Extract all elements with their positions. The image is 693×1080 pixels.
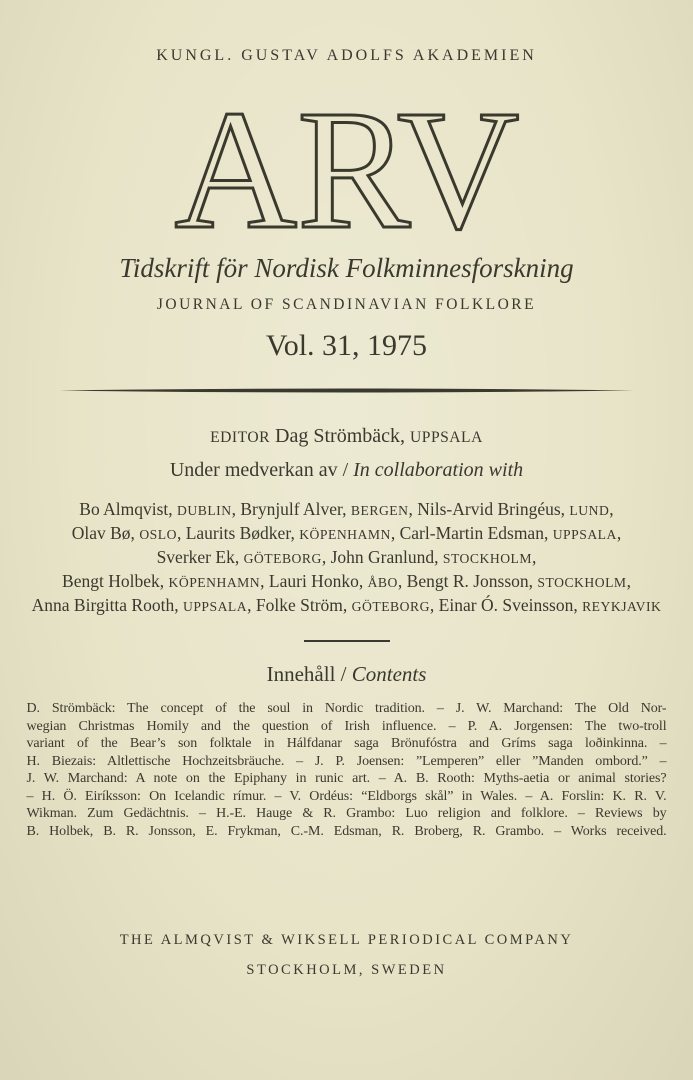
text-segment: , Einar Ó. Sveinsson, [429, 595, 583, 615]
collaborator-line [32, 522, 662, 546]
contents-line: B. Holbek, B. R. Jonsson, E. Frykman, C.-M. Edsman, R. Broberg, R. Grambo. – Works received. [26, 823, 667, 839]
text-segment: Under medverkan av / [169, 459, 354, 481]
smallcaps-text: ÅBO [367, 575, 398, 590]
collaborator-line [32, 546, 662, 570]
contents-line: D. Strömbäck: The concept of the soul in Nordic tradition. – J. W. Marchand: The Old Nor- [26, 701, 667, 716]
publisher-location: STOCKHOLM, SWEDEN [246, 962, 447, 978]
text-segment: Innehåll / [266, 662, 352, 686]
text-segment: , Lauri Honko, [260, 571, 368, 591]
text-segment: , Brynjulf Alver, [231, 499, 351, 519]
collaboration-heading [170, 458, 523, 482]
smallcaps-text: DUBLIN [177, 503, 232, 518]
collaborator-line [32, 570, 662, 594]
swelled-rule [59, 387, 634, 394]
text-segment: , [609, 499, 614, 519]
contents-line: wegian Christmas Homily and the question of Irish influence. – P. A. Jorgensen: The two-troll [26, 718, 667, 734]
text-segment: Bo Almqvist, [79, 499, 178, 519]
subtitle-english: JOURNAL OF SCANDINAVIAN FOLKLORE [156, 296, 537, 313]
editor-line [210, 424, 483, 450]
smallcaps-text: GÖTEBORG [351, 599, 430, 614]
publisher-name: THE ALMQVIST & WIKSELL PERIODICAL COMPANY [119, 932, 574, 948]
smallcaps-text: BERGEN [350, 503, 409, 518]
smallcaps-text: KÖPENHAMN [299, 527, 391, 542]
text-segment: , [626, 571, 631, 591]
text-segment: Dag Strömbäck, [270, 425, 411, 447]
smallcaps-text: LUND [569, 503, 610, 518]
smallcaps-text: STOCKHOLM [537, 575, 627, 590]
text-segment: , John Granlund, [321, 547, 443, 567]
text-segment: , [532, 547, 537, 567]
contents-summary [27, 700, 667, 840]
collaborator-line [32, 498, 662, 522]
journal-logo [147, 89, 547, 249]
text-segment: , Nils-Arvid Bringéus, [408, 499, 570, 519]
contents-line: – H. Ö. Eiríksson: On Icelandic rímur. – V. Ordéus: “Eldborgs skål” in Wales. – A. Forslin: K. R. V. [26, 788, 667, 804]
text-segment: Bengt Holbek, [62, 571, 169, 591]
text-segment: , Folke Ström, [247, 595, 352, 615]
smallcaps-text: EDITOR [210, 429, 271, 446]
text-segment: , Bengt R. Jonsson, [397, 571, 538, 591]
text-segment: , [616, 523, 622, 543]
smallcaps-text: REYKJAVIK [582, 599, 662, 614]
italic-text: Contents [351, 662, 427, 686]
contents-line: J. W. Marchand: A note on the Epiphany in runic art. – A. B. Rooth: Myths-aetia or animal stories? [26, 771, 667, 786]
text-segment: Anna Birgitta Rooth, [31, 595, 183, 615]
publisher-block [120, 930, 574, 980]
italic-text: In collaboration with [353, 459, 524, 481]
smallcaps-text: GÖTEBORG [243, 551, 322, 566]
contents-heading [267, 662, 427, 686]
smallcaps-text: OSLO [139, 527, 177, 542]
volume-line: Vol. 31, 1975 [265, 329, 428, 362]
collaborator-line [32, 594, 662, 618]
smallcaps-text: UPPSALA [410, 429, 483, 446]
contents-line: Wikman. Zum Gedächtnis. – H.-E. Hauge & R. Grambo: Luo religion and folklore. – Reviews by [26, 806, 667, 821]
smallcaps-text: STOCKHOLM [442, 551, 533, 566]
academy-name: KUNGL. GUSTAV ADOLFS AKADEMIEN [156, 47, 537, 64]
collaborator-list [32, 498, 662, 618]
text-segment: Olav Bø, [71, 523, 140, 543]
text-segment: , Laurits Bødker, [176, 523, 300, 543]
smallcaps-text: UPPSALA [182, 599, 248, 614]
journal-logo-text: ARV [174, 89, 519, 249]
divider-rule [304, 640, 390, 642]
subtitle-swedish: Tidskrift för Nordisk Folkminnesforskning [119, 253, 574, 283]
contents-line: H. Biezais: Altlettische Hochzeitsbräuche. – J. P. Joensen: ”Lemperen” eller ”Manden ombord.” – [26, 753, 667, 769]
text-segment: , Carl-Martin Edsman, [390, 523, 553, 543]
smallcaps-text: KÖPENHAMN [168, 575, 261, 590]
text-segment: Sverker Ek, [156, 547, 244, 567]
contents-line: variant of the Bear’s son folktale in Hálfdanar saga Brönufóstra and Gríms saga loðinkinna. – [26, 736, 667, 751]
smallcaps-text: UPPSALA [552, 527, 617, 542]
